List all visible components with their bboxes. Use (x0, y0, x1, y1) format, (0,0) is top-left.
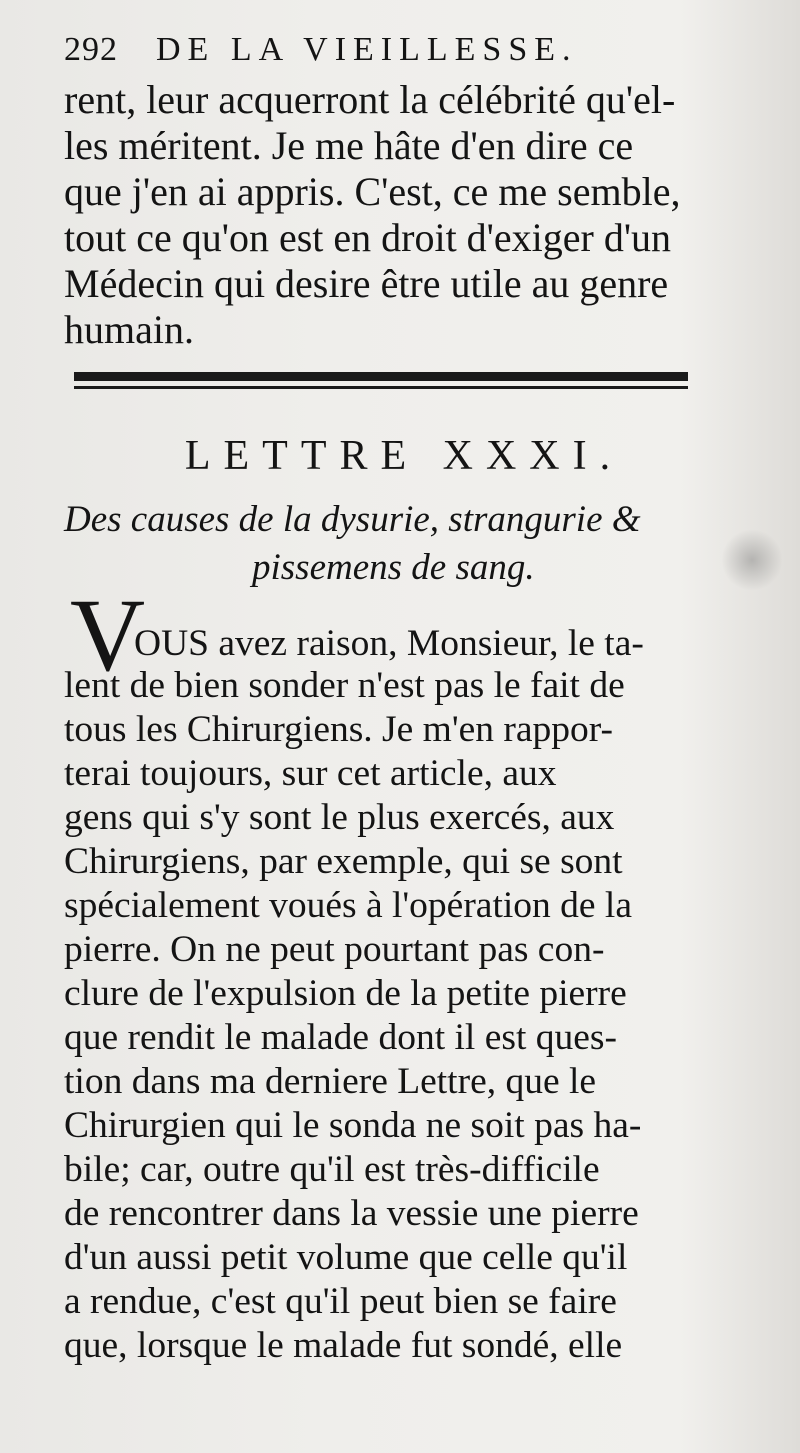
text-line: humain. (64, 307, 194, 352)
letter-subtitle-line1: Des causes de la dysurie, strangurie & (64, 499, 641, 540)
text-line: clure de l'expulsion de la petite pierre (64, 973, 627, 1014)
drop-cap: V (70, 578, 146, 693)
text-line: tion dans ma derniere Lettre, que le (64, 1061, 597, 1102)
text-line: a rendue, c'est qu'il peut bien se faire (64, 1281, 617, 1322)
text-line: les méritent. Je me hâte d'en dire ce (64, 123, 634, 168)
letter-subtitle-line2: pissemens de sang. (252, 547, 535, 588)
text-line: OUS avez raison, Monsieur, le ta- (134, 623, 644, 664)
text-line: gens qui s'y sont le plus exercés, aux (64, 797, 615, 838)
text-line: que, lorsque le malade fut sondé, elle (64, 1325, 623, 1366)
text-line: que rendit le malade dont il est ques- (64, 1017, 617, 1058)
text-line: lent de bien sonder n'est pas le fait de (64, 665, 625, 706)
letter-heading: LETTRE XXXI. (184, 433, 624, 479)
paper-stain (722, 528, 782, 592)
text-line: pierre. On ne peut pourtant pas con- (64, 929, 605, 970)
text-line: tous les Chirurgiens. Je m'en rappor- (64, 709, 613, 750)
text-line: rent, leur acquerront la célébrité qu'el- (64, 77, 676, 122)
text-line: bile; car, outre qu'il est très-difficile (64, 1149, 600, 1190)
text-line: d'un aussi petit volume que celle qu'il (64, 1237, 628, 1278)
text-line: terai toujours, sur cet article, aux (64, 753, 557, 794)
text-line: de rencontrer dans la vessie une pierre (64, 1193, 639, 1234)
text-line: tout ce qu'on est en droit d'exiger d'un (64, 215, 672, 260)
page-number: 292 (64, 31, 118, 68)
text-line: spécialement voués à l'opération de la (64, 885, 632, 926)
section-divider-thick (74, 372, 688, 381)
text-line: que j'en ai appris. C'est, ce me semble, (64, 169, 681, 214)
running-header (64, 28, 578, 72)
running-head-title: DE LA VIEILLESSE. (156, 31, 578, 68)
section-divider-thin (74, 386, 688, 389)
text-line: Chirurgiens, par exemple, qui se sont (64, 841, 623, 882)
text-line: Médecin qui desire être utile au genre (64, 261, 669, 306)
text-line: Chirurgien qui le sonda ne soit pas ha- (64, 1105, 642, 1146)
